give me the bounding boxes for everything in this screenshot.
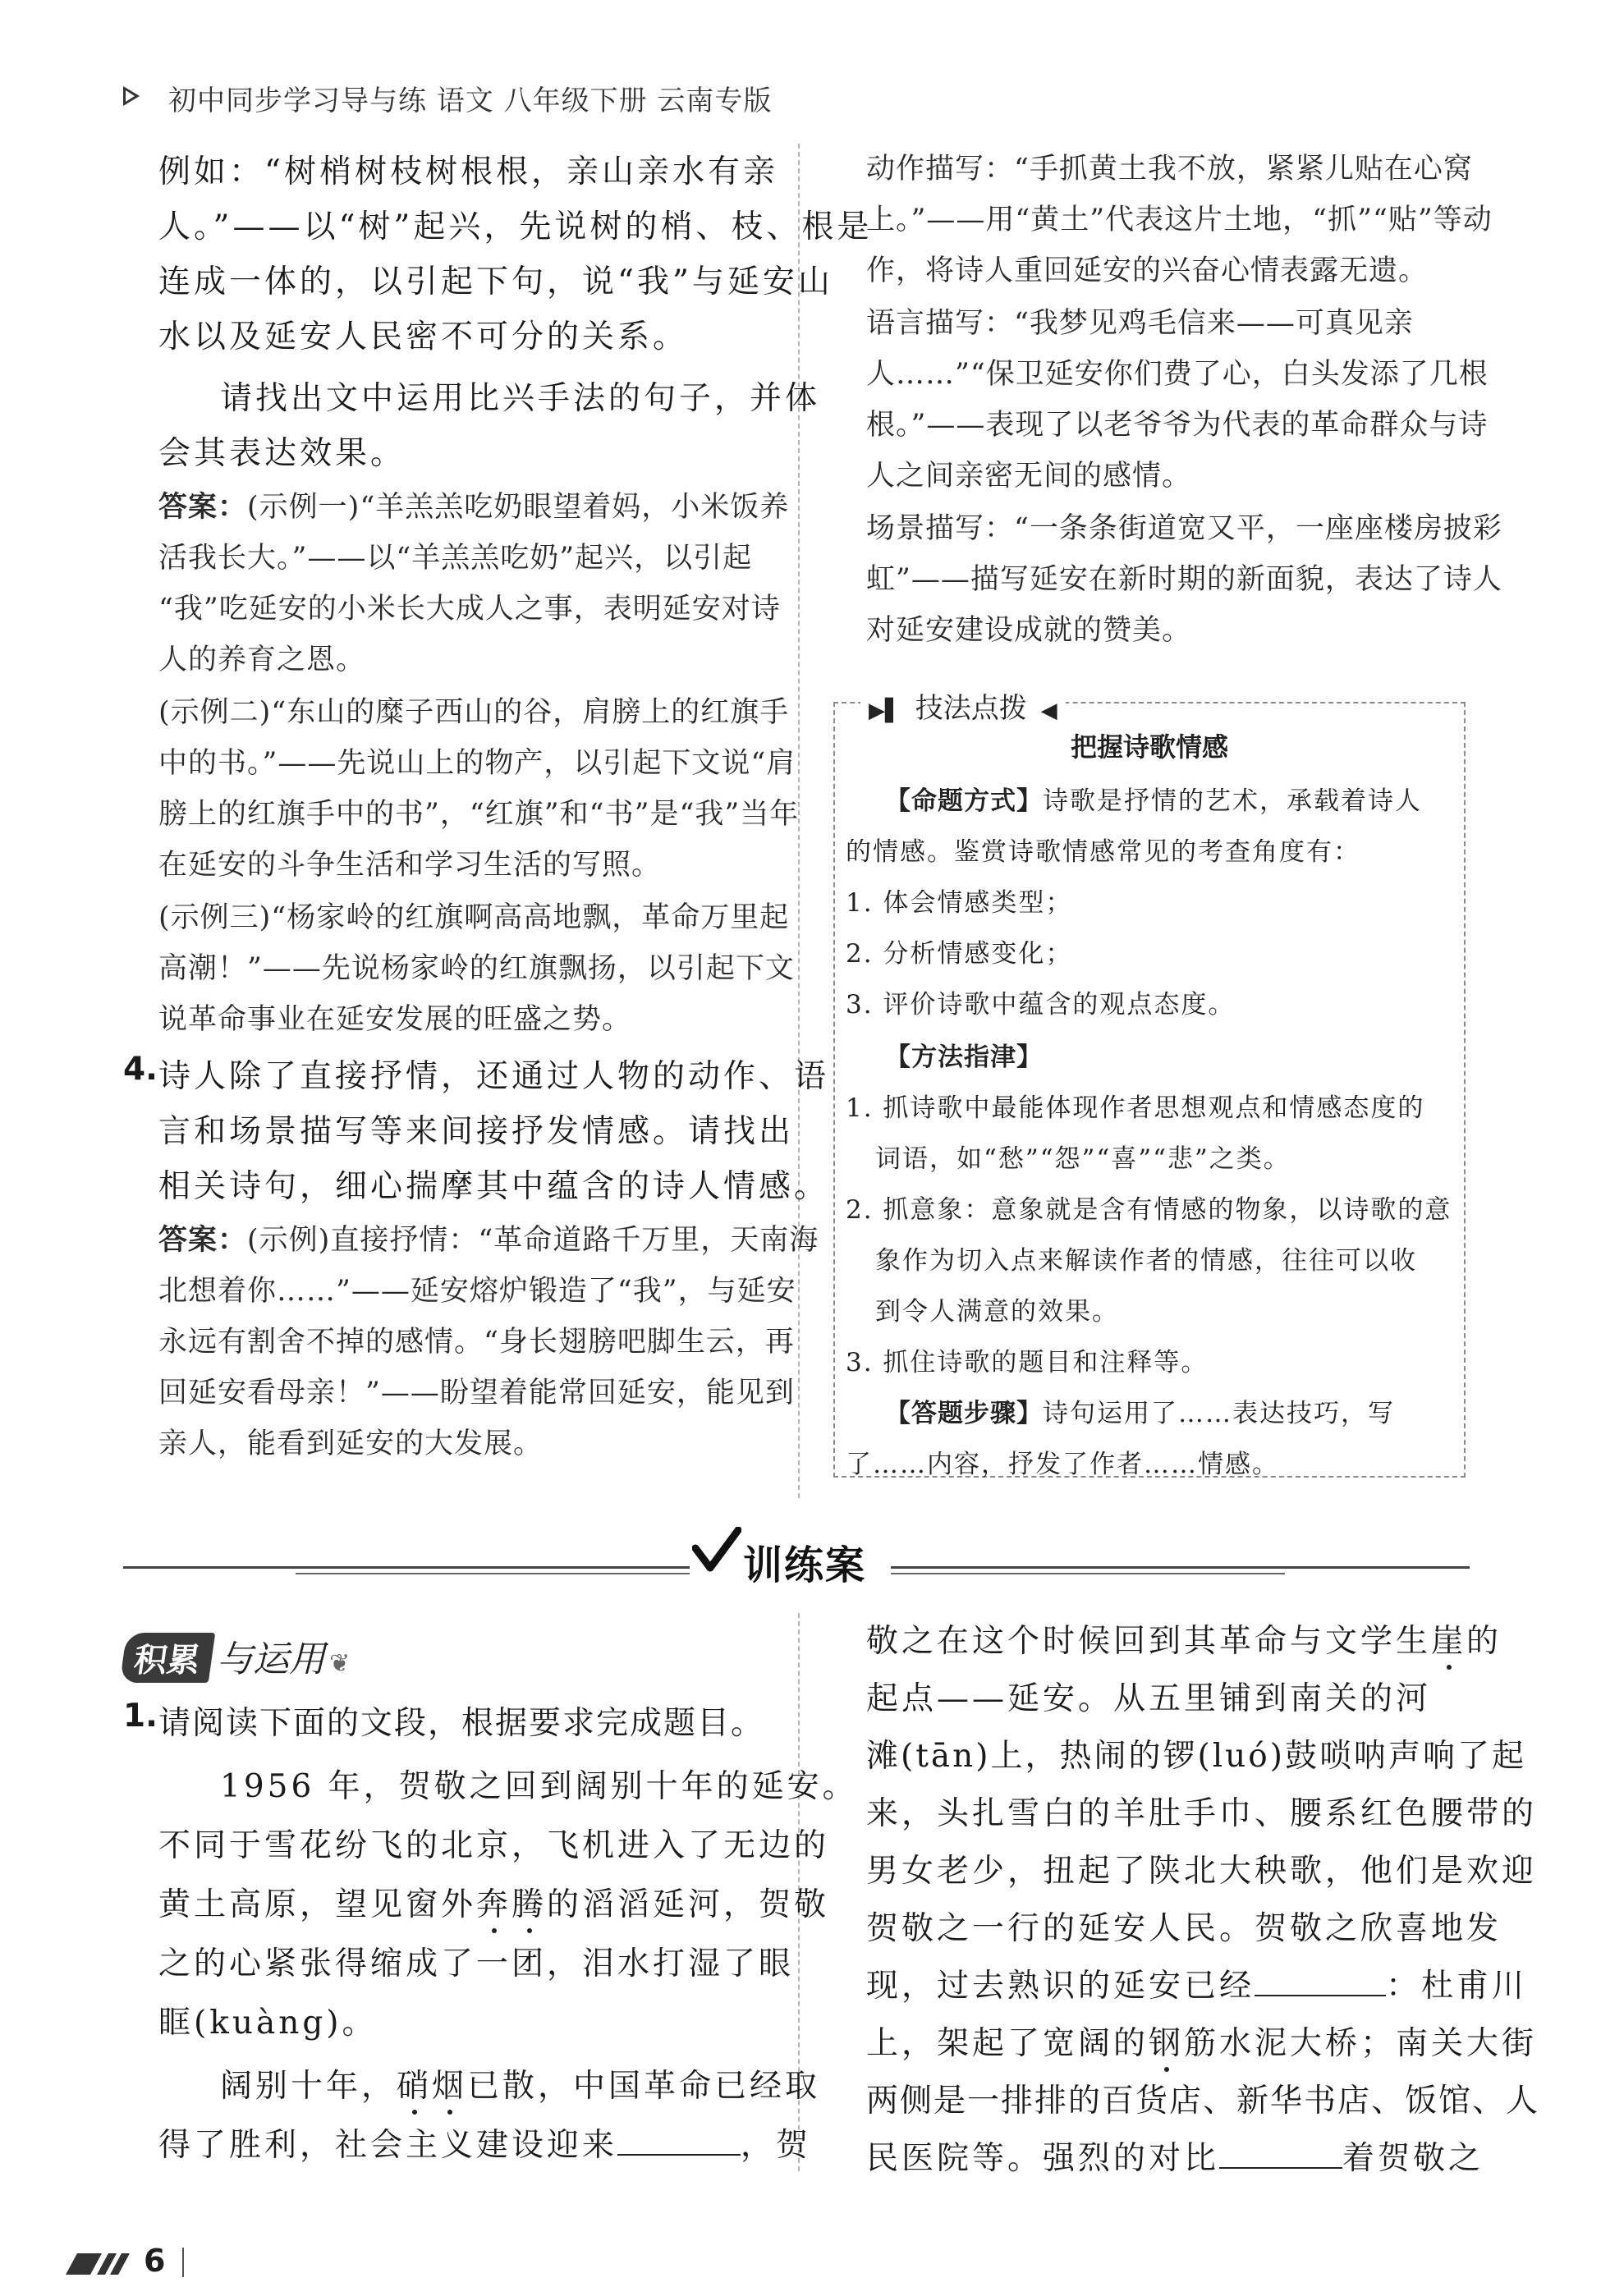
text-line: 水以及延安人民密不可分的关系。: [158, 319, 689, 355]
answer-line: (示例)直接抒情：“革命道路千万里，天南海: [247, 1224, 819, 1257]
answer-line: 高潮！”——先说杨家岭的红旗飘扬，以引起下文: [158, 952, 795, 985]
answer-line: (示例一)“羊羔羔吃奶眼望着妈，小米饭养: [247, 491, 790, 524]
question-number: 1.: [123, 1698, 158, 1735]
text-line: 虹”——描写延安在新时期的新面貌，表达了诗人: [866, 563, 1502, 596]
tip-line: 到令人满意的效果。: [875, 1297, 1119, 1327]
tip-line: 3. 评价诗歌中蕴含的观点态度。: [846, 990, 1236, 1020]
passage-line: 阔别十年，硝烟已散，中国革命已经取: [220, 2068, 821, 2105]
question-line: 诗人除了直接抒情，还通过人物的动作、语: [158, 1058, 830, 1095]
dotted-char: 烟: [432, 2068, 468, 2105]
section-tag-dark: 积累: [120, 1633, 216, 1683]
tip-line: 2. 抓意象：意象就是含有情感的物象，以诗歌的意: [846, 1195, 1452, 1225]
answer-line: 亲人，能看到延安的大发展。: [158, 1428, 544, 1460]
answer-line: (示例三)“杨家岭的红旗啊高高地飘，革命万里起: [158, 901, 790, 934]
tip-line: 象作为切入点来解读作者的情感，往往可以收: [875, 1246, 1417, 1276]
tip-title: 把握诗歌情感: [1070, 731, 1228, 763]
passage-line: 来，头扎雪白的羊肚手巾、腰系红色腰带的: [866, 1795, 1538, 1832]
banner-rule-left-thin: [296, 1573, 690, 1574]
passage-line: 之的心紧张得缩成了一团，泪水打湿了眼: [158, 1945, 795, 1982]
banner-rule-right-thin: [891, 1573, 1285, 1574]
text-line: 场景描写：“一条条街道宽又平，一座座楼房披彩: [866, 512, 1502, 545]
text-line: 上。”——用“黄土”代表这片土地，“抓”“贴”等动: [866, 204, 1493, 236]
dotted-char: 硝: [397, 2068, 433, 2105]
section-tag: [123, 1629, 350, 1683]
passage-line: 得了胜利，社会主义建设迎来 ，贺: [158, 2127, 812, 2164]
section-tag-light: 与运用: [217, 1638, 325, 1680]
header-title: 初中同步学习导与练 语文 八年级下册 云南专版: [168, 85, 773, 117]
text-line: 动作描写：“手抓黄土我不放，紧紧儿贴在心窝: [866, 153, 1473, 186]
question-number: 4.: [123, 1051, 158, 1088]
tip-line: 了……内容，抒发了作者……情感。: [846, 1450, 1279, 1479]
answer-label: 答案：: [158, 491, 248, 524]
dotted-char: 腾: [511, 1886, 548, 1923]
passage-line: 男女老少，扭起了陕北大秧歌，他们是欢迎: [866, 1853, 1538, 1890]
page-number: 6: [144, 2243, 166, 2279]
blank-field[interactable]: [1219, 2166, 1342, 2169]
answer-line: 回延安看母亲！”——盼望着能常回延安，能见到: [158, 1377, 795, 1409]
answer-line: 活我长大。”——以“羊羔羔吃奶”起兴，以引起: [158, 542, 753, 575]
check-icon: [692, 1527, 741, 1576]
tip-line: 1. 抓诗歌中最能体现作者思想观点和情感态度的: [846, 1093, 1425, 1123]
answer-line: 北想着你……”——延安熔炉锻造了“我”，与延安: [158, 1275, 796, 1308]
play-icon: ▶▌: [869, 699, 901, 723]
dotted-char: 崖: [1431, 1623, 1467, 1660]
passage-line: 两侧是一排排的百货店、新华书店、饭馆、人: [866, 2083, 1540, 2120]
text-line: 会其表达效果。: [158, 435, 406, 472]
tip-line: 词语，如“愁”“怨”“喜”“悲”之类。: [875, 1144, 1291, 1174]
text-line: 语言描写：“我梦见鸡毛信来——可真见亲: [866, 307, 1414, 340]
passage-line: 黄土高原，望见窗外奔腾的滔滔延河，贺敬: [158, 1886, 830, 1923]
tip-key: 【命题方式】: [885, 786, 1043, 816]
tip-line: 2. 分析情感变化；: [846, 939, 1073, 969]
tip-header: ▶▌ 技法点拨 ◀: [860, 685, 1066, 726]
tip-line: 的情感。鉴赏诗歌情感常见的考查角度有：: [846, 837, 1360, 867]
answer-line: 人的养育之恩。: [158, 644, 366, 676]
text-line: 对延安建设成就的赞美。: [866, 614, 1192, 647]
question-line: 相关诗句，细心揣摩其中蕴含的诗人情感。: [158, 1168, 830, 1205]
answer-line: “我”吃延安的小米长大成人之事，表明延安对诗: [158, 593, 781, 626]
answer-line: 永远有割舍不掉的感情。“身长翅膀吧脚生云，再: [158, 1326, 795, 1359]
question-prompt: 请阅读下面的文段，根据要求完成题目。: [158, 1705, 765, 1742]
answer-line: 在延安的斗争生活和学习生活的写照。: [158, 849, 662, 882]
text-line: 例如：“树梢树枝树根根，亲山亲水有亲: [158, 154, 778, 190]
text-line: 作，将诗人重回延安的兴奋心情表露无遗。: [866, 254, 1429, 287]
text-line: 连成一体的，以引起下句，说“我”与延安山: [158, 264, 833, 300]
answer-line: 说革命事业在延安发展的旺盛之势。: [158, 1003, 632, 1036]
rewind-icon: ◀: [1040, 699, 1057, 723]
header-arrow-icon: [123, 86, 140, 106]
dotted-char: 钢: [1149, 2025, 1185, 2062]
dotted-char: 奔: [476, 1886, 512, 1923]
tip-line: 1. 体会情感类型；: [846, 888, 1073, 918]
passage-line: 起点——延安。从五里铺到南关的河: [866, 1680, 1432, 1717]
answer-label: 答案：: [158, 1224, 248, 1257]
text-line: 人。”——以“树”起兴，先说树的梢、枝、根是: [158, 209, 873, 245]
text-line: 人……”“保卫延安你们费了心，白头发添了几根: [866, 358, 1489, 391]
section-banner-title: 训练案: [743, 1542, 867, 1588]
answer-line: 中的书。”——先说山上的物产，以引起下文说“肩: [158, 747, 796, 780]
blank-field[interactable]: [1255, 1994, 1386, 1996]
text-line: 根。”——表现了以老爷爷为代表的革命群众与诗: [866, 409, 1489, 442]
banner-rule-left: [123, 1566, 690, 1569]
answer-line: 膀上的红旗手中的书”，“红旗”和“书”是“我”当年: [158, 798, 800, 831]
answer-line: (示例二)“东山的糜子西山的谷，肩膀上的红旗手: [158, 696, 790, 729]
passage-line: 贺敬之一行的延安人民。贺敬之欣喜地发: [866, 1910, 1502, 1947]
tip-key: 【答题步骤】: [885, 1399, 1043, 1428]
leaf-icon: ❦: [329, 1649, 351, 1678]
footer-divider: [182, 2248, 184, 2277]
tip-key: 【方法指津】: [885, 1043, 1043, 1072]
text-line: 请找出文中运用比兴手法的句子，并体: [220, 380, 821, 417]
passage-line: 眶(kuàng)。: [158, 2005, 378, 2042]
text-line: 人之间亲密无间的感情。: [866, 460, 1192, 493]
passage-line: 滩(tān)上，热闹的锣(luó)鼓唢呐声响了起: [866, 1738, 1526, 1775]
footer-stripes-icon: [59, 2253, 133, 2275]
passage-line: 不同于雪花纷飞的北京，飞机进入了无边的: [158, 1827, 830, 1864]
passage-line: 1956 年，贺敬之回到阔别十年的延安。: [220, 1768, 858, 1805]
tip-line: 3. 抓住诗歌的题目和注释等。: [846, 1348, 1209, 1377]
banner-rule-right: [891, 1566, 1470, 1569]
blank-field[interactable]: [617, 2153, 741, 2156]
question-line: 言和场景描写等来间接抒发情感。请找出: [158, 1113, 795, 1150]
